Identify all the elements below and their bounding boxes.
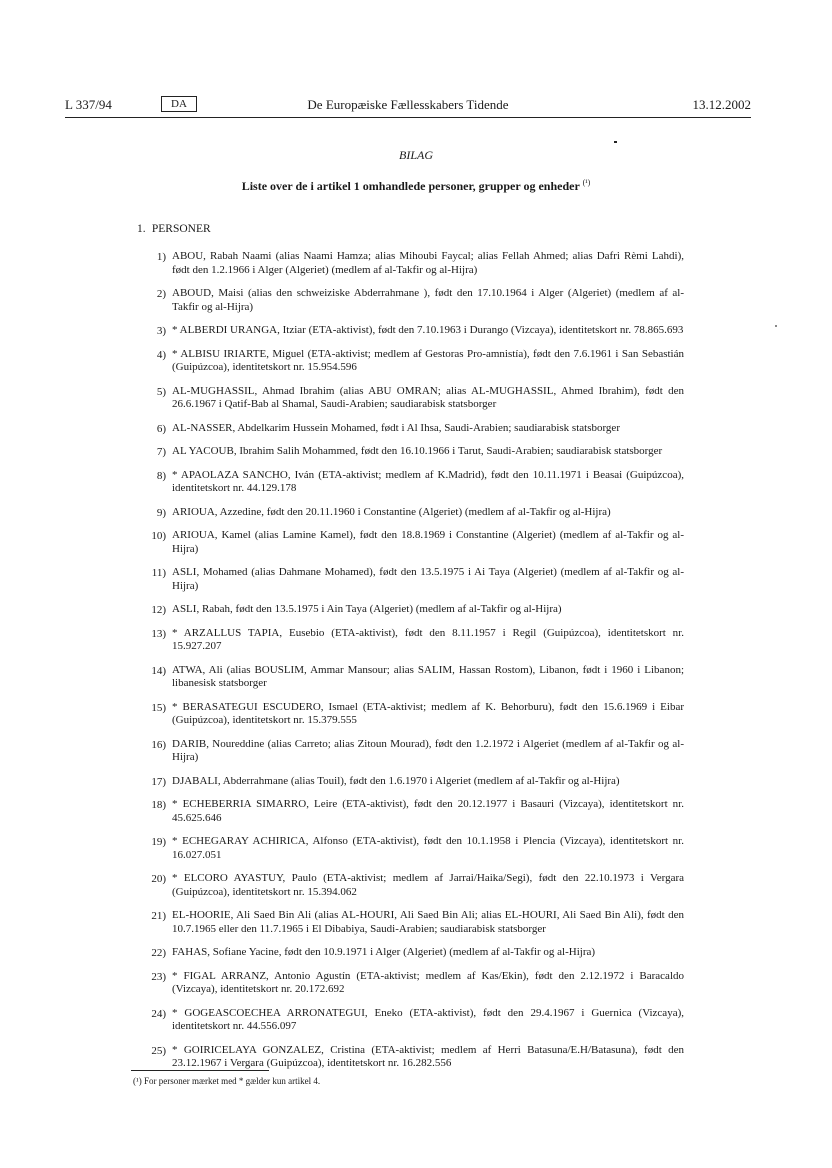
list-item-text: * ALBERDI URANGA, Itziar (ETA-aktivist), født den 7.10.1963 i Durango (Vizcaya), identitetskort nr. 78.865.693 — [172, 324, 684, 336]
list-item-number: 15) — [151, 701, 166, 714]
list-item-number: 4) — [156, 348, 166, 361]
language-box: DA — [161, 96, 197, 112]
list-item-number: 21) — [151, 910, 166, 922]
list-item-text: ASLI, Mohamed (alias Dahmane Mohamed), født den 13.5.1975 i Ai Taya (Algeriet) (medlem af al-Takfir og al-Hijra) — [172, 566, 684, 592]
list-item-number: 9) — [156, 506, 166, 519]
list-item-number: 23) — [151, 970, 166, 983]
list-item — [140, 970, 684, 997]
footnote — [133, 1076, 320, 1086]
list-item-text: ABOU, Rabah Naami (alias Naami Hamza; alias Mihoubi Faycal; alias Fellah Ahmed; alias Dafri Rèmi Lahdi), født den 1.2.1966 i Alger (Algeriet) (medlem af al-Takfir og al-Hijra) — [172, 250, 684, 276]
list-item-number: 24) — [151, 1007, 166, 1020]
page-reference: L 337/94 — [65, 97, 112, 112]
list-item — [140, 798, 684, 825]
scan-speck — [614, 141, 617, 143]
list-item-number: 6) — [156, 422, 166, 435]
list-item — [140, 909, 684, 936]
list-item-number: 5) — [156, 385, 166, 398]
list-item-text: ARIOUA, Kamel (alias Lamine Kamel), født den 18.8.1969 i Constantine (Algeriet) (medlem af al-Takfir og al-Hijra) — [172, 529, 684, 555]
list-item-number: 22) — [151, 947, 166, 959]
list-item-text: DJABALI, Abderrahmane (alias Touil), født den 1.6.1970 i Algeriet (medlem af al-Takfir og al-Hijra) — [172, 774, 620, 787]
list-item-number: 10) — [151, 530, 166, 542]
list-item-text: * APAOLAZA SANCHO, Iván (ETA-aktivist; medlem af K.Madrid), født den 10.11.1971 i Beasai (Guipúzcoa), identitetskort nr. 44.129.178 — [172, 468, 684, 494]
list-item-text: ATWA, Ali (alias BOUSLIM, Ammar Mansour; alias SALIM, Hassan Rostom), Libanon, født i 1960 i Libanon; libanesisk statsborger — [172, 663, 684, 689]
list-item-text: * GOIRICELAYA GONZALEZ, Cristina (ETA-aktivist; medlem af Herri Batasuna/E.H/Batasuna), født den 23.12.1967 i Vergara (Guipúzcoa), identitetskort nr. 16.282.556 — [172, 1043, 684, 1069]
list-item — [140, 701, 684, 728]
list-item — [140, 469, 684, 496]
list-item-number: 13) — [151, 627, 166, 640]
list-item-number: 1) — [156, 251, 166, 263]
scan-speck-margin — [775, 325, 777, 327]
list-item — [140, 385, 684, 412]
list-item — [140, 1007, 684, 1034]
list-item — [140, 946, 684, 960]
list-item — [140, 738, 684, 765]
list-item — [140, 250, 684, 277]
list-item-text: * ALBISU IRIARTE, Miguel (ETA-aktivist; medlem af Gestoras Pro-amnistía), født den 7.6.1961 i San Sebastián (Guipúzcoa), identitetskort nr. 15.954.596 — [172, 347, 684, 373]
list-item — [140, 287, 684, 314]
annex-label: BILAG — [399, 148, 433, 162]
section-number: 1. — [137, 223, 146, 235]
list-item-text: * GOGEASCOECHEA ARRONATEGUI, Eneko (ETA-aktivist), født den 29.4.1967 i Guernica (Vizcaya), identitetskort nr. 44.556.097 — [172, 1006, 684, 1032]
list-item-text: EL-HOORIE, Ali Saed Bin Ali (alias AL-HOURI, Ali Saed Bin Ali; alias EL-HOURI, Ali Saed Bin Ali), født den 10.7.1965 eller den 11.7.1965 i El Dibabiya, Saudi-Arabien; saudiarabisk statsborger — [172, 909, 684, 935]
footnote-marker: (¹) — [133, 1076, 142, 1086]
list-item — [140, 324, 684, 338]
list-item-number: 8) — [156, 469, 166, 482]
list-item-text: * BERASATEGUI ESCUDERO, Ismael (ETA-aktivist; medlem af K. Behorburu), født den 15.6.1969 i Eibar (Guipúzcoa), identitetskort nr. 15.379.555 — [172, 700, 684, 726]
list-item-text: * ECHEBERRIA SIMARRO, Leire (ETA-aktivist), født den 20.12.1977 i Basauri (Vizcaya), identitetskort nr. 45.625.646 — [172, 798, 684, 824]
section-title: PERSONER — [151, 223, 211, 235]
section-heading — [137, 223, 211, 235]
list-item-text: ASLI, Rabah, født den 13.5.1975 i Ain Taya (Algeriet) (medlem af al-Takfir og al-Hijra) — [172, 603, 562, 615]
list-item — [140, 627, 684, 654]
list-item-text: ABOUD, Maisi (alias den schweiziske Abderrahmane ), født den 17.10.1964 i Alger (Algeriet) (medlem af al-Takfir og al-Hijra) — [172, 287, 684, 313]
list-item-number: 14) — [151, 664, 166, 677]
list-item-number: 20) — [151, 873, 166, 885]
publication-date: 13.12.2002 — [692, 97, 751, 112]
list-title-text: Liste over de i artikel 1 omhandlede personer, grupper og enheder — [241, 179, 580, 193]
list-item-number: 2) — [156, 288, 166, 300]
list-item-text: AL-MUGHASSIL, Ahmad Ibrahim (alias ABU OMRAN; alias AL-MUGHASSIL, Ahmed Ibrahim), født den 26.6.1967 i Qatif-Bab al Shamal, Saudi-Arabien; saudiarabisk statsborger — [172, 384, 684, 410]
list-item-text: FAHAS, Sofiane Yacine, født den 10.9.1971 i Alger (Algeriet) (medlem af al-Takfir og al-Hijra) — [172, 946, 596, 958]
list-item-text: * ARZALLUS TAPIA, Eusebio (ETA-aktivist), født den 8.11.1957 i Regil (Guipúzcoa), identitetskort nr. 15.927.207 — [172, 626, 684, 652]
list-item-number: 17) — [151, 775, 166, 788]
list-item — [140, 664, 684, 691]
list-item-text: DARIB, Noureddine (alias Carreto; alias Zitoun Mourad), født den 1.2.1972 i Algeriet (medlem af al-Takfir og al-Hijra) — [172, 737, 684, 763]
list-item — [140, 506, 684, 520]
header-rule — [65, 117, 751, 118]
page-header — [65, 95, 751, 115]
list-item-text: AL-NASSER, Abdelkarim Hussein Mohamed, født i Al Ihsa, Saudi-Arabien; saudiarabisk statsborger — [172, 421, 620, 434]
list-item — [140, 872, 684, 899]
list-item — [140, 603, 684, 617]
list-item-text: * FIGAL ARRANZ, Antonio Agustín (ETA-aktivist; medlem af Kas/Ekin), født den 2.12.1972 i Baracaldo (Vizcaya), identitetskort nr. 20.172.692 — [172, 969, 684, 995]
list-item — [140, 348, 684, 375]
list-item-number: 16) — [151, 738, 166, 751]
list-item — [140, 445, 684, 459]
list-item-number: 7) — [156, 446, 166, 458]
list-item-number: 12) — [151, 604, 166, 616]
list-item-number: 19) — [151, 836, 166, 848]
journal-title: De Europæiske Fællesskabers Tidende — [307, 97, 509, 112]
list-item-number: 18) — [151, 799, 166, 811]
list-item — [140, 1044, 684, 1071]
list-item-text: * ELCORO AYASTUY, Paulo (ETA-aktivist; medlem af Jarrai/Haika/Segi), født den 22.10.1973 i Vergara (Guipúzcoa), identitetskort nr. 15.394.062 — [172, 872, 684, 898]
person-list — [140, 250, 684, 1081]
list-item — [140, 566, 684, 593]
list-item — [140, 775, 684, 789]
list-item-text: AL YACOUB, Ibrahim Salih Mohammed, født den 16.10.1966 i Tarut, Saudi-Arabien; saudiarabisk statsborger — [172, 445, 663, 457]
list-item — [140, 422, 684, 436]
footnote-reference: (¹) — [582, 178, 591, 187]
list-item-text: * ECHEGARAY ACHIRICA, Alfonso (ETA-aktivist), født den 10.1.1958 i Plencia (Vizcaya), identitetskort nr. 16.027.051 — [172, 835, 684, 861]
list-item — [140, 529, 684, 556]
footnote-text: For personer mærket med * gælder kun artikel 4. — [143, 1076, 321, 1086]
list-item-number: 3) — [156, 325, 166, 337]
list-item-number: 25) — [151, 1044, 166, 1057]
list-item — [140, 835, 684, 862]
footnote-rule — [131, 1070, 269, 1071]
list-item-text: ARIOUA, Azzedine, født den 20.11.1960 i Constantine (Algeriet) (medlem af al-Takfir og al-Hijra) — [172, 505, 611, 518]
list-item-number: 11) — [151, 567, 166, 579]
list-title — [0, 178, 832, 194]
